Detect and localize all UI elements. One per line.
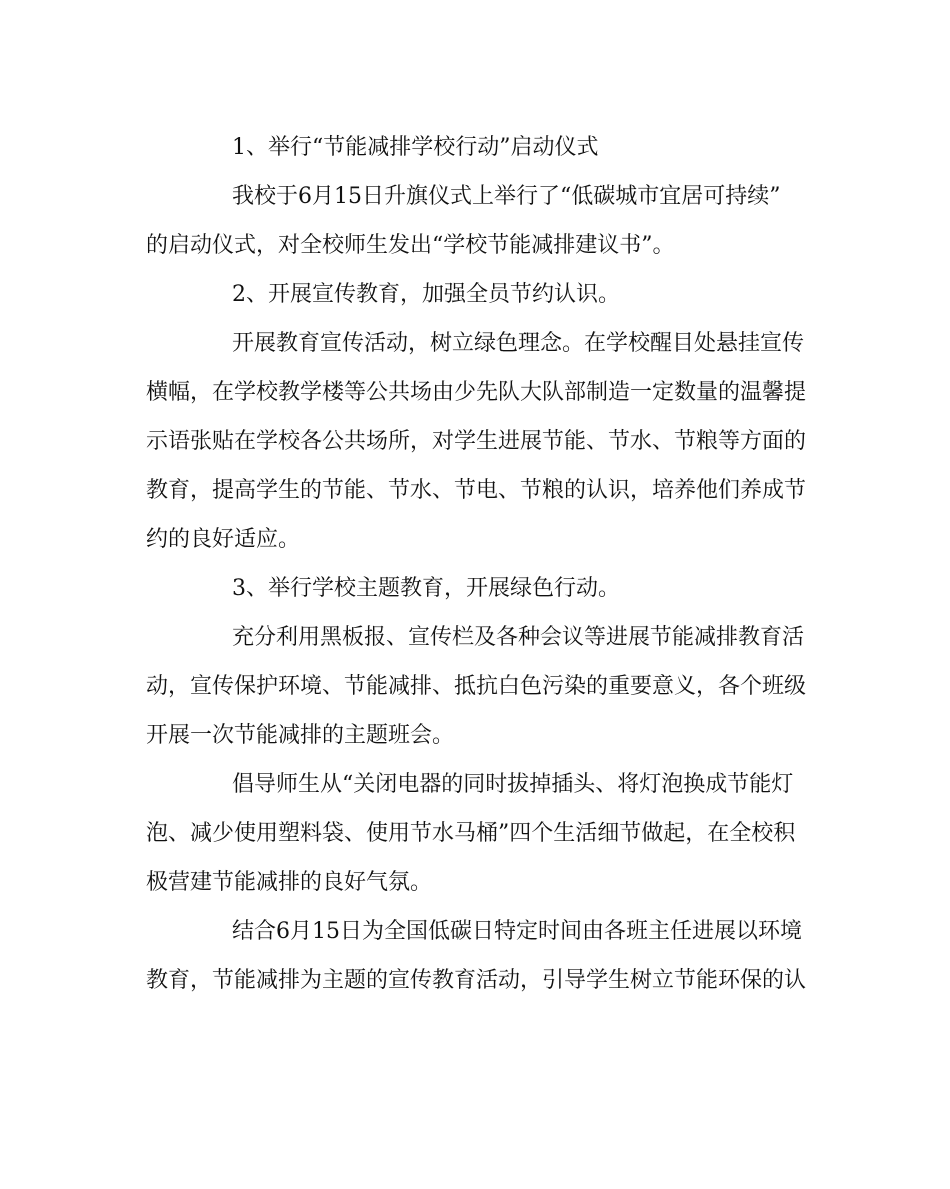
paragraph-line: 约的良好适应。 bbox=[146, 527, 301, 552]
paragraph-line: 动，宣传保护环境、节能减排、抵抗白色污染的重要意义，各个班级 bbox=[146, 674, 807, 699]
paragraph-line: 教育，提高学生的节能、节水、节电、节粮的认识，培养他们养成节 bbox=[146, 478, 807, 503]
paragraph-line: 极营建节能减排的良好气氛。 bbox=[146, 870, 433, 895]
paragraph-line: 示语张贴在学校各公共场所，对学生进展节能、节水、节粮等方面的 bbox=[146, 429, 807, 454]
paragraph-line: 开展一次节能减排的主题班会。 bbox=[146, 723, 455, 748]
paragraph-line: 结合6月15日为全国低碳日特定时间由各班主任进展以环境 bbox=[232, 919, 802, 944]
section-heading-3: 3、举行学校主题教育，开展绿色行动。 bbox=[232, 576, 620, 601]
paragraph-line: 充分利用黑板报、宣传栏及各种会议等进展节能减排教育活 bbox=[232, 625, 805, 650]
paragraph-line: 泡、减少使用塑料袋、使用节水马桶”四个生活细节做起，在全校积 bbox=[146, 821, 796, 846]
paragraph-line: 倡导师生从“关闭电器的同时拔掉插头、将灯泡换成节能灯 bbox=[232, 772, 794, 797]
paragraph-line: 我校于6月15日升旗仪式上举行了“低碳城市宜居可持续” bbox=[232, 184, 781, 209]
section-heading-2: 2、开展宣传教育，加强全员节约认识。 bbox=[232, 282, 620, 307]
paragraph-line: 开展教育宣传活动，树立绿色理念。在学校醒目处悬挂宣传 bbox=[232, 331, 805, 356]
paragraph-line: 教育，节能减排为主题的宣传教育活动，引导学生树立节能环保的认 bbox=[146, 968, 807, 993]
paragraph-line: 横幅，在学校教学楼等公共场由少先队大队部制造一定数量的温馨提 bbox=[146, 380, 807, 405]
paragraph-line: 的启动仪式，对全校师生发出“学校节能减排建议书”。 bbox=[146, 233, 675, 258]
section-heading-1: 1、举行“节能减排学校行动”启动仪式 bbox=[232, 135, 599, 160]
